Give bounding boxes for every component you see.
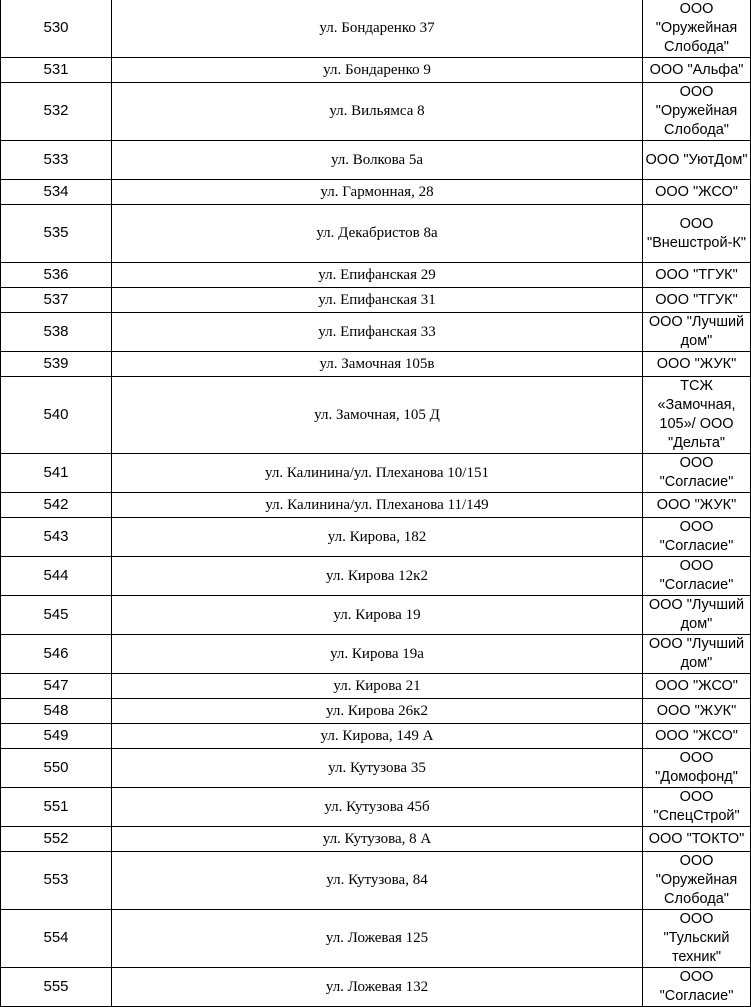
table-row: [1, 313, 751, 352]
row-address: ул. Кутузова, 8 А: [112, 827, 643, 852]
table-row: [1, 454, 751, 493]
row-organization: ООО "ЖСО": [643, 724, 751, 749]
row-address: ул. Волкова 5а: [112, 141, 643, 180]
row-number: 542: [1, 493, 112, 518]
row-number: 555: [1, 968, 112, 1007]
row-address: ул. Епифанская 31: [112, 288, 643, 313]
row-organization: ООО "Согласие": [643, 557, 751, 596]
row-number: 535: [1, 205, 112, 263]
row-address: ул. Замочная, 105 Д: [112, 377, 643, 454]
row-number: 551: [1, 788, 112, 827]
row-organization: ООО "ТГУК": [643, 288, 751, 313]
table-row: [1, 263, 751, 288]
row-organization: ООО "Согласие": [643, 968, 751, 1007]
row-organization: ООО "ЖСО": [643, 180, 751, 205]
row-number: 550: [1, 749, 112, 788]
row-number: 544: [1, 557, 112, 596]
row-organization: ООО "ЖСО": [643, 674, 751, 699]
table-row: [1, 58, 751, 83]
row-address: ул. Бондаренко 9: [112, 58, 643, 83]
row-address: ул. Ложевая 125: [112, 910, 643, 968]
row-organization: ООО "Лучший дом": [643, 596, 751, 635]
row-number: 533: [1, 141, 112, 180]
row-number: 531: [1, 58, 112, 83]
table-row: [1, 749, 751, 788]
row-organization: ООО "ЖУК": [643, 493, 751, 518]
table-row: [1, 788, 751, 827]
row-organization: ООО "Оружейная Слобода": [643, 83, 751, 141]
row-organization: ООО "Оружейная Слобода": [643, 0, 751, 58]
table-row: [1, 852, 751, 910]
row-number: 545: [1, 596, 112, 635]
table-row: [1, 699, 751, 724]
row-address: ул. Замочная 105в: [112, 352, 643, 377]
row-number: 539: [1, 352, 112, 377]
table-body: [1, 0, 751, 1007]
table-row: [1, 724, 751, 749]
row-address: ул. Кирова, 182: [112, 518, 643, 557]
row-organization: ООО "Внешстрой-К": [643, 205, 751, 263]
row-organization: ООО "ТГУК": [643, 263, 751, 288]
table-row: [1, 635, 751, 674]
row-address: ул. Епифанская 29: [112, 263, 643, 288]
row-organization: ООО "Тульский техник": [643, 910, 751, 968]
table-row: [1, 141, 751, 180]
table-row: [1, 674, 751, 699]
row-address: ул. Ложевая 132: [112, 968, 643, 1007]
row-number: 541: [1, 454, 112, 493]
row-address: ул. Вильямса 8: [112, 83, 643, 141]
table-row: [1, 377, 751, 454]
table-row: [1, 352, 751, 377]
table-row: [1, 493, 751, 518]
row-organization: ООО "Лучший дом": [643, 313, 751, 352]
row-address: ул. Калинина/ул. Плеханова 11/149: [112, 493, 643, 518]
row-address: ул. Кирова 26к2: [112, 699, 643, 724]
row-address: ул. Кирова, 149 А: [112, 724, 643, 749]
row-address: ул. Калинина/ул. Плеханова 10/151: [112, 454, 643, 493]
row-organization: ООО "Альфа": [643, 58, 751, 83]
row-organization: ООО "ЖУК": [643, 699, 751, 724]
row-organization: ООО "СпецСтрой": [643, 788, 751, 827]
row-number: 554: [1, 910, 112, 968]
table-row: [1, 557, 751, 596]
table-row: [1, 288, 751, 313]
row-organization: ООО "ЖУК": [643, 352, 751, 377]
row-address: ул. Кутузова 35: [112, 749, 643, 788]
row-organization: ООО "Согласие": [643, 518, 751, 557]
row-organization: ООО "УютДом": [643, 141, 751, 180]
row-number: 548: [1, 699, 112, 724]
row-address: ул. Декабристов 8а: [112, 205, 643, 263]
row-address: ул. Кирова 19а: [112, 635, 643, 674]
row-address: ул. Епифанская 33: [112, 313, 643, 352]
row-number: 532: [1, 83, 112, 141]
row-address: ул. Кутузова 45б: [112, 788, 643, 827]
row-number: 536: [1, 263, 112, 288]
table-row: [1, 827, 751, 852]
row-address: ул. Кирова 19: [112, 596, 643, 635]
row-number: 549: [1, 724, 112, 749]
row-organization: ООО "Согласие": [643, 454, 751, 493]
table-row: [1, 205, 751, 263]
row-number: 537: [1, 288, 112, 313]
table-row: [1, 83, 751, 141]
row-organization: ООО "Лучший дом": [643, 635, 751, 674]
row-address: ул. Кирова 12к2: [112, 557, 643, 596]
row-organization: ООО "ТОКТО": [643, 827, 751, 852]
row-organization: ООО "Оружейная Слобода": [643, 852, 751, 910]
row-number: 538: [1, 313, 112, 352]
row-number: 552: [1, 827, 112, 852]
table-row: [1, 518, 751, 557]
row-organization: ООО "Домофонд": [643, 749, 751, 788]
row-number: 543: [1, 518, 112, 557]
row-address: ул. Бондаренко 37: [112, 0, 643, 58]
row-number: 540: [1, 377, 112, 454]
row-number: 546: [1, 635, 112, 674]
row-address: ул. Гармонная, 28: [112, 180, 643, 205]
table-row: [1, 0, 751, 58]
table-row: [1, 968, 751, 1007]
table-row: [1, 596, 751, 635]
row-number: 530: [1, 0, 112, 58]
row-number: 553: [1, 852, 112, 910]
row-number: 534: [1, 180, 112, 205]
row-number: 547: [1, 674, 112, 699]
table-row: [1, 180, 751, 205]
row-address: ул. Кутузова, 84: [112, 852, 643, 910]
row-address: ул. Кирова 21: [112, 674, 643, 699]
row-organization: ТСЖ «Замочная, 105»/ ООО "Дельта": [643, 377, 751, 454]
table-row: [1, 910, 751, 968]
